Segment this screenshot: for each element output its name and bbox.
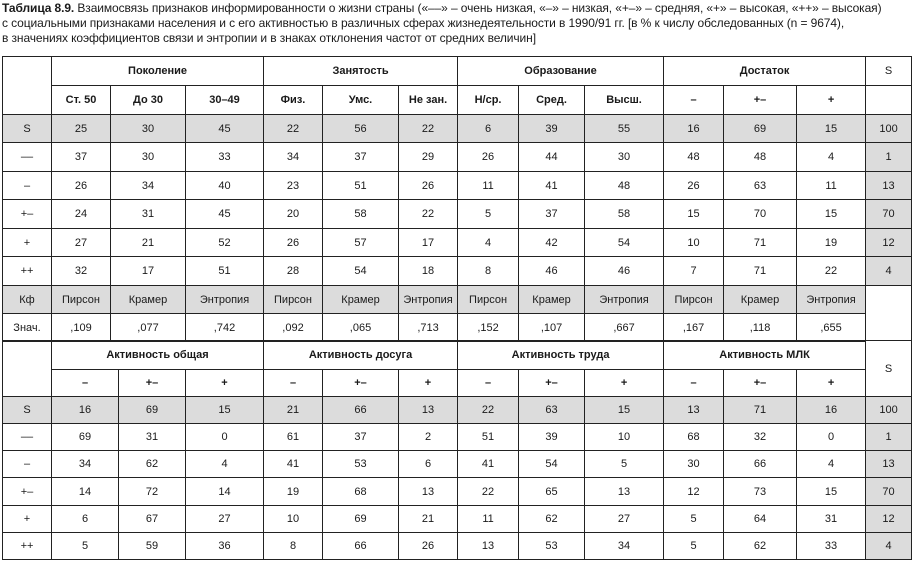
table-cell: 62 xyxy=(119,451,186,478)
table-cell: 26 xyxy=(52,172,111,200)
column-subheader: До 30 xyxy=(111,86,186,115)
table-cell: 70 xyxy=(724,200,797,229)
table-cell: 14 xyxy=(52,478,119,506)
row-label: S xyxy=(3,115,52,143)
table-cell: 15 xyxy=(664,200,724,229)
table-row xyxy=(3,115,912,143)
table-cell: 27 xyxy=(186,506,264,533)
table-cell: 11 xyxy=(797,172,866,200)
table-cell: 69 xyxy=(724,115,797,143)
table-cell: 33 xyxy=(186,143,264,172)
table-cell: 68 xyxy=(664,424,724,451)
total-cell: 1 xyxy=(866,143,912,172)
table-cell: 32 xyxy=(52,257,111,286)
table-cell: 58 xyxy=(323,200,399,229)
table-cell: 22 xyxy=(458,397,519,424)
coef-value: ,065 xyxy=(323,314,399,342)
table-cell: 26 xyxy=(399,533,458,560)
coef-value: ,655 xyxy=(797,314,866,342)
column-subheader: + xyxy=(186,370,264,397)
table-cell: 26 xyxy=(664,172,724,200)
group-header-row xyxy=(3,57,912,86)
total-cell: 13 xyxy=(866,172,912,200)
row-label: – xyxy=(3,451,52,478)
table-row xyxy=(3,397,912,424)
table-cell: 15 xyxy=(186,397,264,424)
table-cell: 5 xyxy=(664,533,724,560)
column-subheader: – xyxy=(664,370,724,397)
table-cell: 45 xyxy=(186,200,264,229)
column-subheader: Н/ср. xyxy=(458,86,519,115)
table-cell: 63 xyxy=(724,172,797,200)
caption-label: Таблица 8.9. xyxy=(2,1,75,15)
table-cell: 34 xyxy=(264,143,323,172)
table-cell: 45 xyxy=(186,115,264,143)
table-cell: 68 xyxy=(323,478,399,506)
coef-name: Крамер xyxy=(111,286,186,314)
table-cell: 57 xyxy=(323,229,399,257)
table-cell: 0 xyxy=(186,424,264,451)
table-row xyxy=(3,229,912,257)
coef-label: Кф xyxy=(3,286,52,314)
coef-name: Пирсон xyxy=(664,286,724,314)
total-cell: 12 xyxy=(866,229,912,257)
coefficient-names-row xyxy=(3,286,912,314)
coef-value: ,167 xyxy=(664,314,724,342)
group-header: Активность досуга xyxy=(264,341,458,370)
total-cell: 100 xyxy=(866,397,912,424)
column-subheader: 30–49 xyxy=(186,86,264,115)
coef-name: Крамер xyxy=(519,286,585,314)
table-cell: 13 xyxy=(664,397,724,424)
total-cell: 100 xyxy=(866,115,912,143)
table-cell: 4 xyxy=(797,143,866,172)
total-cell: 70 xyxy=(866,200,912,229)
coef-name: Энтропия xyxy=(585,286,664,314)
table-cell: 67 xyxy=(119,506,186,533)
row-label: +– xyxy=(3,478,52,506)
table-cell: 8 xyxy=(458,257,519,286)
table-cell: 66 xyxy=(323,533,399,560)
table-cell: 24 xyxy=(52,200,111,229)
table-cell: 37 xyxy=(323,424,399,451)
table-cell: 22 xyxy=(264,115,323,143)
table-cell: 66 xyxy=(323,397,399,424)
table-cell: 23 xyxy=(264,172,323,200)
table-cell: 51 xyxy=(186,257,264,286)
caption-line-1: Взаимосвязь признаков информированности о жизни страны («––» – очень низкая, «–» – низкая, «+–» – средняя, «+» – высокая, «++» – высокая) xyxy=(74,1,882,15)
table-cell: 42 xyxy=(519,229,585,257)
table-cell: 7 xyxy=(664,257,724,286)
table-cell: 48 xyxy=(664,143,724,172)
table-cell: 16 xyxy=(52,397,119,424)
table-cell: 54 xyxy=(585,229,664,257)
group-header: Активность МЛК xyxy=(664,341,866,370)
total-cell: 4 xyxy=(866,533,912,560)
coef-name: Крамер xyxy=(323,286,399,314)
table-cell: 26 xyxy=(458,143,519,172)
coef-value: ,152 xyxy=(458,314,519,342)
table-information-by-social-traits xyxy=(2,56,912,342)
coef-value: ,092 xyxy=(264,314,323,342)
table-information-by-activity xyxy=(2,340,912,560)
table-cell: 56 xyxy=(323,115,399,143)
table-cell: 10 xyxy=(264,506,323,533)
table-cell: 30 xyxy=(111,143,186,172)
coef-blank xyxy=(866,286,912,342)
table-row xyxy=(3,200,912,229)
coef-name: Крамер xyxy=(724,286,797,314)
column-subheader: Высш. xyxy=(585,86,664,115)
table-cell: 21 xyxy=(111,229,186,257)
table-cell: 48 xyxy=(585,172,664,200)
column-subheader: – xyxy=(52,370,119,397)
table-cell: 71 xyxy=(724,229,797,257)
table-row xyxy=(3,172,912,200)
table-cell: 15 xyxy=(797,478,866,506)
table-cell: 54 xyxy=(323,257,399,286)
s-header: S xyxy=(866,341,912,397)
table-cell: 16 xyxy=(664,115,724,143)
coef-value: ,109 xyxy=(52,314,111,342)
table-cell: 59 xyxy=(119,533,186,560)
table-cell: 32 xyxy=(724,424,797,451)
corner-cell xyxy=(3,57,52,115)
table-row xyxy=(3,478,912,506)
table-cell: 5 xyxy=(585,451,664,478)
table-cell: 15 xyxy=(797,115,866,143)
table-cell: 25 xyxy=(52,115,111,143)
table-cell: 66 xyxy=(724,451,797,478)
table-cell: 53 xyxy=(519,533,585,560)
group-header: Поколение xyxy=(52,57,264,86)
table-cell: 6 xyxy=(399,451,458,478)
table-cell: 5 xyxy=(52,533,119,560)
table-cell: 22 xyxy=(399,200,458,229)
total-cell: 4 xyxy=(866,257,912,286)
column-subheader: Физ. xyxy=(264,86,323,115)
column-subheader: +– xyxy=(519,370,585,397)
table-cell: 2 xyxy=(399,424,458,451)
table-cell: 62 xyxy=(724,533,797,560)
table-cell: 33 xyxy=(797,533,866,560)
table-cell: 34 xyxy=(52,451,119,478)
column-subheader: Не зан. xyxy=(399,86,458,115)
table-cell: 69 xyxy=(119,397,186,424)
coef-name: Энтропия xyxy=(797,286,866,314)
table-cell: 55 xyxy=(585,115,664,143)
row-label: – xyxy=(3,172,52,200)
column-subheader: + xyxy=(399,370,458,397)
table-cell: 5 xyxy=(458,200,519,229)
table-cell: 6 xyxy=(458,115,519,143)
table-cell: 13 xyxy=(585,478,664,506)
table-cell: 20 xyxy=(264,200,323,229)
table-cell: 61 xyxy=(264,424,323,451)
table-cell: 15 xyxy=(585,397,664,424)
table-cell: 39 xyxy=(519,115,585,143)
table-cell: 37 xyxy=(323,143,399,172)
table-cell: 31 xyxy=(111,200,186,229)
table-cell: 19 xyxy=(264,478,323,506)
table-cell: 34 xyxy=(111,172,186,200)
row-label: +– xyxy=(3,200,52,229)
table-cell: 0 xyxy=(797,424,866,451)
table-cell: 31 xyxy=(797,506,866,533)
group-header: Занятость xyxy=(264,57,458,86)
column-subheader: +– xyxy=(724,86,797,115)
corner-cell xyxy=(3,341,52,397)
total-cell: 1 xyxy=(866,424,912,451)
column-subheader: – xyxy=(264,370,323,397)
table-cell: 51 xyxy=(323,172,399,200)
table-cell: 39 xyxy=(519,424,585,451)
table-cell: 10 xyxy=(664,229,724,257)
table-cell: 72 xyxy=(119,478,186,506)
table-cell: 11 xyxy=(458,506,519,533)
column-subheader: Умс. xyxy=(323,86,399,115)
subheader-row xyxy=(3,370,912,397)
table-cell: 12 xyxy=(664,478,724,506)
table-cell: 27 xyxy=(52,229,111,257)
table-cell: 29 xyxy=(399,143,458,172)
table-cell: 31 xyxy=(119,424,186,451)
table-cell: 21 xyxy=(399,506,458,533)
table-cell: 4 xyxy=(458,229,519,257)
row-label: ++ xyxy=(3,533,52,560)
table-cell: 13 xyxy=(399,478,458,506)
coef-name: Энтропия xyxy=(399,286,458,314)
coef-value: ,118 xyxy=(724,314,797,342)
table-cell: 52 xyxy=(186,229,264,257)
column-subheader: Ст. 50 xyxy=(52,86,111,115)
table-cell: 34 xyxy=(585,533,664,560)
table-cell: 51 xyxy=(458,424,519,451)
table-cell: 4 xyxy=(797,451,866,478)
table-cell: 69 xyxy=(323,506,399,533)
table-cell: 40 xyxy=(186,172,264,200)
row-label: + xyxy=(3,506,52,533)
column-subheader: – xyxy=(664,86,724,115)
table-row xyxy=(3,506,912,533)
group-header: Достаток xyxy=(664,57,866,86)
table-cell: 8 xyxy=(264,533,323,560)
table-cell: 5 xyxy=(664,506,724,533)
table-cell: 37 xyxy=(519,200,585,229)
table-cell: 10 xyxy=(585,424,664,451)
table-row xyxy=(3,424,912,451)
table-cell: 22 xyxy=(399,115,458,143)
coef-value: ,077 xyxy=(111,314,186,342)
group-header-row xyxy=(3,341,912,370)
table-cell: 71 xyxy=(724,257,797,286)
table-cell: 22 xyxy=(797,257,866,286)
table-cell: 71 xyxy=(724,397,797,424)
table-cell: 21 xyxy=(264,397,323,424)
table-cell: 30 xyxy=(585,143,664,172)
table-caption xyxy=(2,1,910,46)
total-cell: 70 xyxy=(866,478,912,506)
table-cell: 46 xyxy=(519,257,585,286)
table-cell: 14 xyxy=(186,478,264,506)
table-cell: 17 xyxy=(111,257,186,286)
table-row xyxy=(3,143,912,172)
table-cell: 18 xyxy=(399,257,458,286)
table-cell: 4 xyxy=(186,451,264,478)
subheader-row xyxy=(3,86,912,115)
table-cell: 58 xyxy=(585,200,664,229)
table-cell: 46 xyxy=(585,257,664,286)
table-cell: 13 xyxy=(458,533,519,560)
row-label: + xyxy=(3,229,52,257)
column-subheader: + xyxy=(797,370,866,397)
table-cell: 62 xyxy=(519,506,585,533)
coefficient-values-row xyxy=(3,314,912,342)
table-cell: 19 xyxy=(797,229,866,257)
table-cell: 30 xyxy=(664,451,724,478)
column-subheader: Сред. xyxy=(519,86,585,115)
table-cell: 22 xyxy=(458,478,519,506)
table-cell: 26 xyxy=(264,229,323,257)
row-label: S xyxy=(3,397,52,424)
table-cell: 41 xyxy=(264,451,323,478)
group-header: Активность общая xyxy=(52,341,264,370)
row-label: –– xyxy=(3,424,52,451)
table-cell: 16 xyxy=(797,397,866,424)
table-cell: 48 xyxy=(724,143,797,172)
table-cell: 63 xyxy=(519,397,585,424)
table-cell: 17 xyxy=(399,229,458,257)
table-cell: 27 xyxy=(585,506,664,533)
table-cell: 28 xyxy=(264,257,323,286)
row-label: ++ xyxy=(3,257,52,286)
group-header: Активность труда xyxy=(458,341,664,370)
total-cell: 13 xyxy=(866,451,912,478)
table-cell: 41 xyxy=(458,451,519,478)
coef-name: Пирсон xyxy=(458,286,519,314)
coef-name: Пирсон xyxy=(264,286,323,314)
caption-line-2: с социальными признаками населения и с его активностью в различных сферах жизнедеятельности в 1990/91 гг. [в % к числу обследованных (n = 9674), xyxy=(2,16,845,30)
table-cell: 37 xyxy=(52,143,111,172)
coef-value: ,713 xyxy=(399,314,458,342)
total-cell: 12 xyxy=(866,506,912,533)
column-subheader: +– xyxy=(323,370,399,397)
table-cell: 41 xyxy=(519,172,585,200)
column-subheader: + xyxy=(585,370,664,397)
table-cell: 69 xyxy=(52,424,119,451)
coef-value: ,667 xyxy=(585,314,664,342)
coef-value: ,742 xyxy=(186,314,264,342)
column-subheader: +– xyxy=(119,370,186,397)
table-cell: 54 xyxy=(519,451,585,478)
table-cell: 53 xyxy=(323,451,399,478)
coef-name: Пирсон xyxy=(52,286,111,314)
s-subheader-blank xyxy=(866,86,912,115)
s-header: S xyxy=(866,57,912,86)
table-cell: 15 xyxy=(797,200,866,229)
table-row xyxy=(3,451,912,478)
coef-name: Энтропия xyxy=(186,286,264,314)
table-cell: 65 xyxy=(519,478,585,506)
table-cell: 64 xyxy=(724,506,797,533)
table-cell: 26 xyxy=(399,172,458,200)
caption-line-3: в значениях коэффициентов связи и энтропии и в знаках отклонения частот от средних величин] xyxy=(2,31,536,45)
table-cell: 13 xyxy=(399,397,458,424)
table-cell: 11 xyxy=(458,172,519,200)
column-subheader: + xyxy=(797,86,866,115)
table-row xyxy=(3,257,912,286)
table-row xyxy=(3,533,912,560)
table-cell: 30 xyxy=(111,115,186,143)
column-subheader: – xyxy=(458,370,519,397)
column-subheader: +– xyxy=(724,370,797,397)
table-cell: 6 xyxy=(52,506,119,533)
table-cell: 36 xyxy=(186,533,264,560)
value-label: Знач. xyxy=(3,314,52,342)
row-label: –– xyxy=(3,143,52,172)
table-cell: 73 xyxy=(724,478,797,506)
table-cell: 44 xyxy=(519,143,585,172)
coef-value: ,107 xyxy=(519,314,585,342)
group-header: Образование xyxy=(458,57,664,86)
